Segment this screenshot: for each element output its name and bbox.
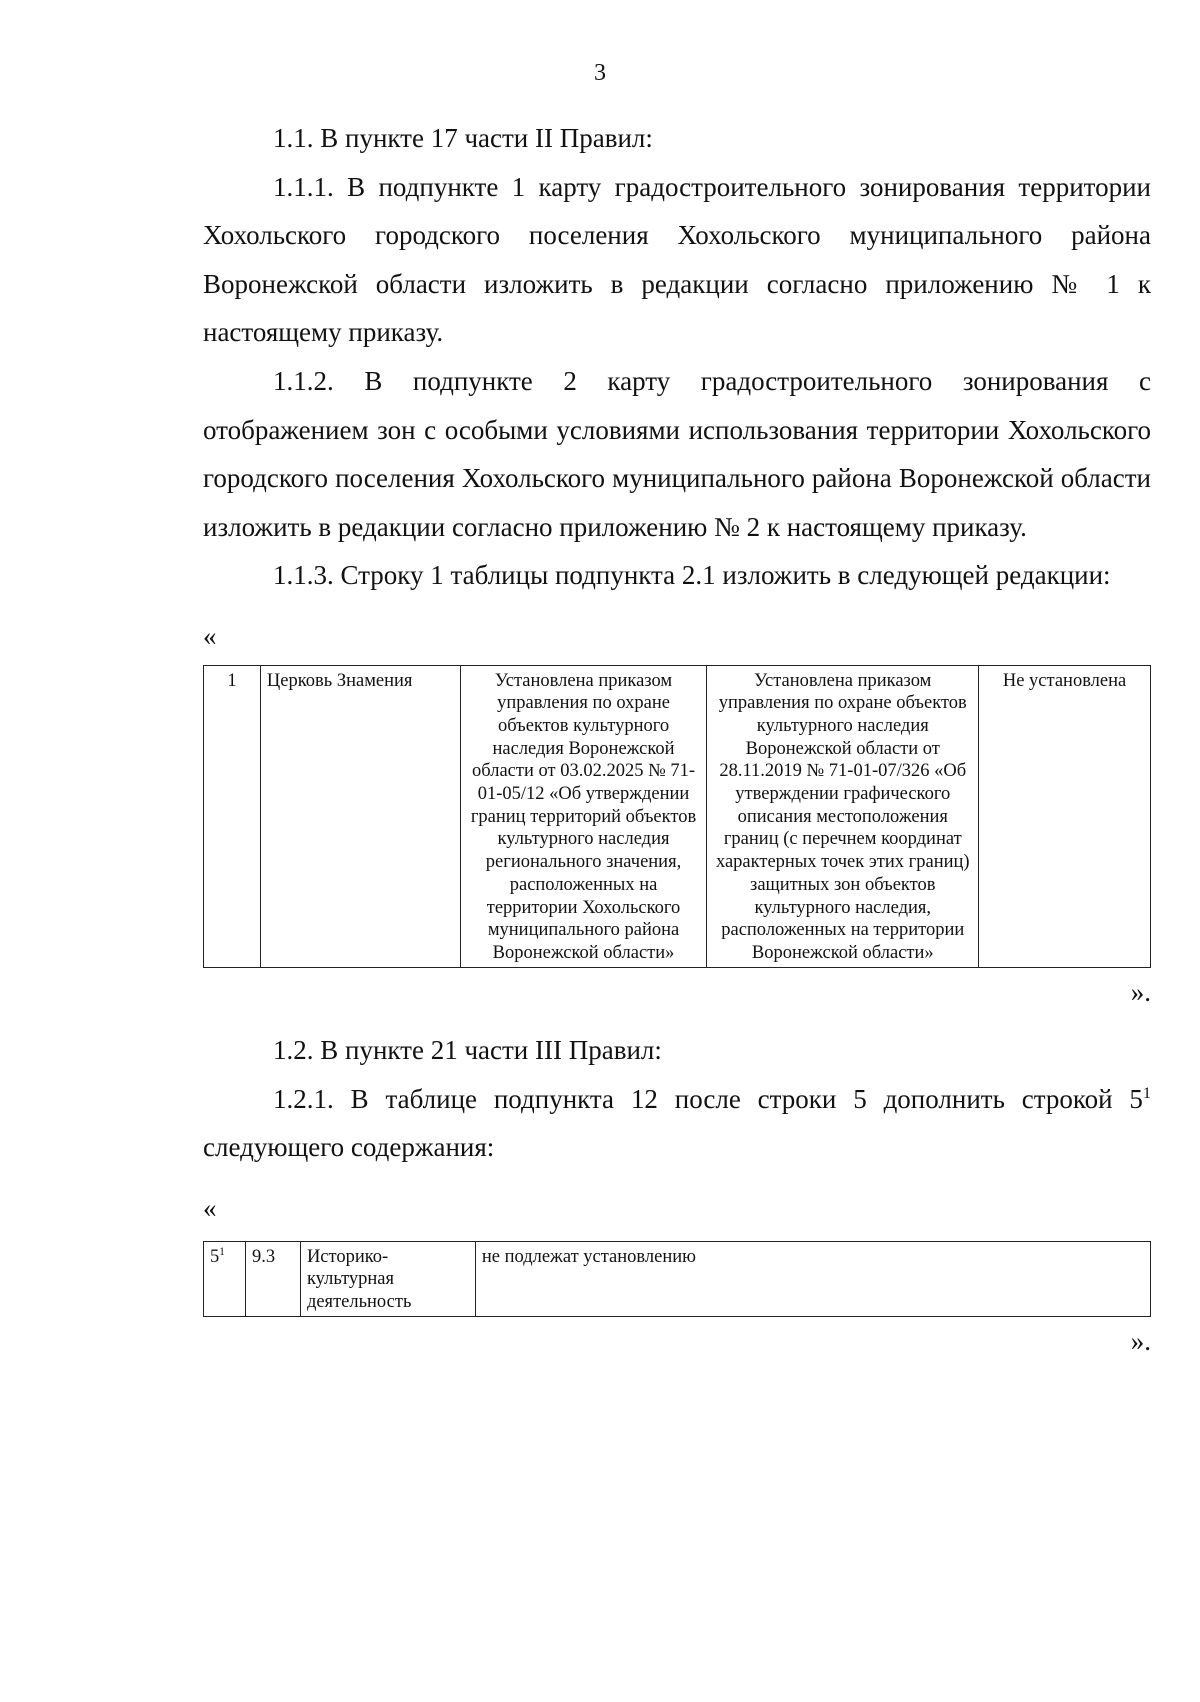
protection-zone-cell: Установлена приказом управления по охране объектов культурного наследия Воронежской области от 28.11.2019 № 71-01-07/326 «Об утверждении графического описания местоположения границ (с перечнем координат характерных точек этих границ) защитных зон объектов культурного наследия, расположенных на территории Воронежской области» — [707, 665, 979, 967]
row-number-cell: $5^1$ — [204, 1241, 246, 1316]
document-body — [203, 114, 1151, 1365]
paragraph-1-2-1: 1.2.1. В таблице подпункта 12 после строки 5 дополнить строкой $5^1$ следующего содержания: — [203, 1083, 1151, 1163]
table-permitted-use — [203, 1241, 1151, 1317]
open-quote-1: « — [203, 620, 217, 651]
paragraph-1-1-3: 1.1.3. Строку 1 таблицы подпункта 2.1 изложить в следующей редакции: — [273, 560, 1111, 591]
object-name-cell: Церковь Знамения — [260, 665, 460, 967]
paragraph-1-1-2: 1.1.2. В подпункте 2 карту градостроительного зонирования с отображением зон с особыми условиями использования территории Хохольского городского поселения Хохольского муниципального района Воронежской области изложить в редакции согласно приложению № 2 к настоящему приказу. — [203, 365, 1151, 542]
paragraph-1-1-1: 1.1.1. В подпункте 1 карту градостроительного зонирования территории Хохольского городского поселения Хохольского муниципального района Воронежской области изложить в редакции согласно приложению № 1 к настоящему приказу. — [203, 171, 1151, 348]
paragraph-1-1: 1.1. В пункте 17 части II Правил: — [273, 123, 653, 153]
activity-cell: Историко-культурная деятельность — [300, 1241, 475, 1316]
other-zone-cell: Не установлена — [979, 665, 1151, 967]
table-heritage-zones — [203, 665, 1151, 968]
table-row — [204, 1241, 1151, 1316]
value-cell: не подлежат установлению — [475, 1241, 1150, 1316]
code-cell: 9.3 — [245, 1241, 300, 1316]
close-quote-2: ». — [1130, 1325, 1151, 1356]
table-row — [204, 665, 1151, 967]
territory-boundary-cell: Установлена приказом управления по охране объектов культурного наследия Воронежской области от 03.02.2025 № 71-01-05/12 «Об утверждении границ территорий объектов культурного наследия регионального значения, расположенных на территории Хохольского муниципального района Воронежской области» — [460, 665, 707, 967]
row-number-cell: 1 — [204, 665, 261, 967]
open-quote-2: « — [203, 1193, 217, 1224]
paragraph-1-2: 1.2. В пункте 21 части III Правил: — [273, 1035, 662, 1066]
page-number: 3 — [594, 60, 606, 86]
close-quote-1: ». — [1130, 976, 1151, 1007]
